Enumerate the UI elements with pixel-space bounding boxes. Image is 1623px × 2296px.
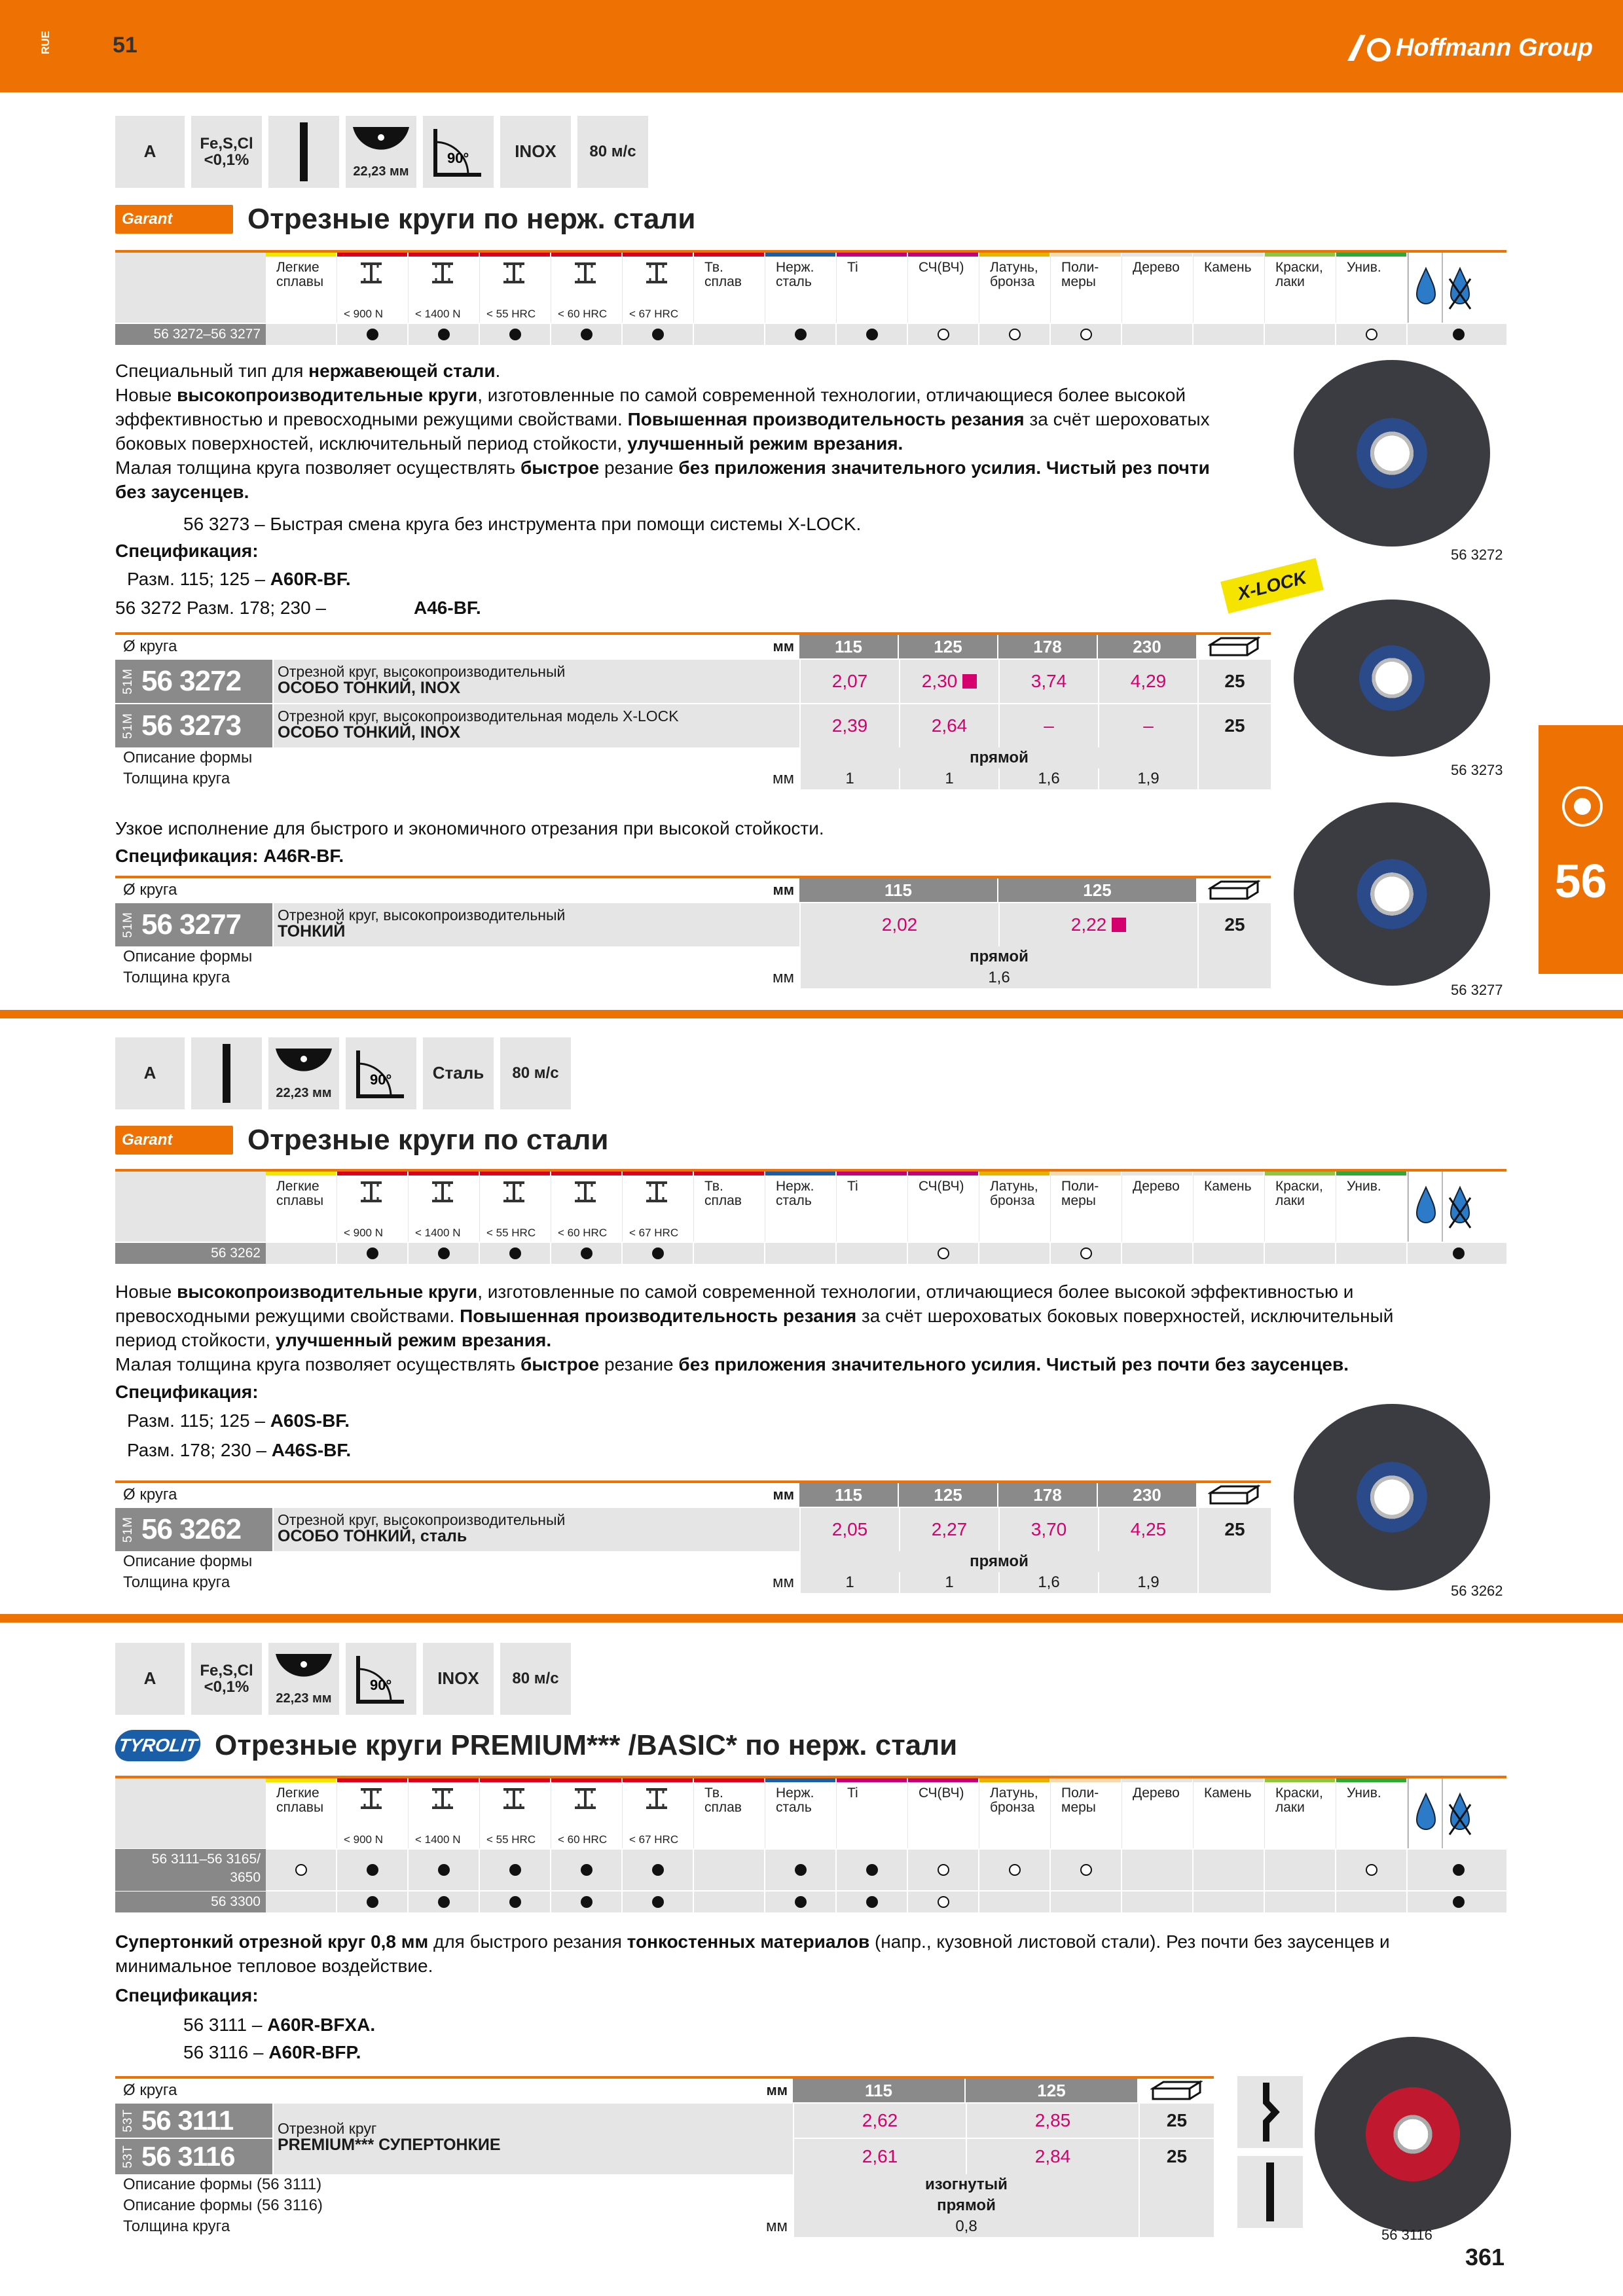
material-column: < 900 N (337, 253, 409, 323)
section-3-title: Отрезные круги PREMIUM*** /BASIC* по нерж. стали (215, 1729, 958, 1761)
material-column: < 55 HRC (480, 1778, 551, 1848)
straight-disc-icon (1237, 2156, 1303, 2228)
page-number: 361 (1465, 2244, 1505, 2270)
straight-disc-icon (297, 122, 310, 181)
i-beam-icon (644, 1181, 670, 1203)
suitable-dot (652, 1247, 664, 1259)
pictogram-a: A (115, 116, 185, 188)
dry-cut-icon (1447, 1185, 1473, 1230)
material-column: Краски, лаки (1265, 1172, 1336, 1242)
conditional-dot (1366, 1864, 1377, 1876)
suitable-dot (795, 1864, 807, 1876)
package-icon (1197, 1483, 1271, 1507)
catalog-page-left: 51 (113, 33, 137, 58)
spec-label-1: Спецификация: (115, 541, 259, 561)
material-column: Краски, лаки (1265, 1778, 1336, 1848)
diameter-label: Ø круга (123, 637, 177, 655)
hoffmann-logo (1346, 29, 1593, 66)
material-column: Унив. (1336, 1172, 1408, 1242)
i-beam-icon (358, 1787, 384, 1810)
material-column: < 60 HRC (551, 1172, 623, 1242)
material-column: < 1400 N (409, 1172, 480, 1242)
size-125: 125 (899, 635, 998, 658)
material-column: < 60 HRC (551, 1778, 623, 1848)
price: 3,74 (998, 660, 1098, 703)
conditional-dot (938, 1896, 949, 1908)
conditional-dot (938, 1247, 949, 1259)
i-beam-icon (429, 1787, 456, 1810)
suitable-dot (652, 329, 664, 340)
garant-logo: Garant (115, 1126, 233, 1155)
article-number: 56 3273 (141, 709, 242, 742)
suitable-dot (509, 1896, 521, 1908)
price-table-3: Ø круга мм 115 125 178 230 51M 56 3262 Отрезной круг, высокопроизводительный ОСОБО ТОНКИЙ, сталь 2,05 2,27 3,70 4,25 25 Описание формы прямой Толщина круга мм 1 1 1,6 1,9 (115, 1480, 1271, 1593)
i-beam-icon (358, 262, 384, 284)
article-number: 56 3272 (141, 665, 242, 697)
i-beam-icon (501, 262, 527, 284)
description-line: без заусенцев. (115, 482, 249, 502)
description-line: Малая толщина круга позволяет осуществлять быстрое резание без приложения значительного усилия. Чистый рез почти (115, 457, 1210, 478)
table-row[interactable]: 51M 56 3273 Отрезной круг, высокопроизводительная модель X-LOCK ОСОБО ТОНКИЙ, INOX 2,39 2,64 – – 25 (115, 703, 1271, 747)
material-column: Легкие сплавы (266, 253, 337, 323)
material-column: < 900 N (337, 1172, 409, 1242)
conditional-dot (1009, 329, 1021, 340)
image-caption: 56 3277 (1451, 982, 1503, 998)
suitable-dot (795, 329, 807, 340)
suitable-dot (581, 1864, 593, 1876)
material-column: Легкие сплавы (266, 1778, 337, 1848)
pictogram-material: INOX (500, 116, 571, 188)
pictogram-speed: 80 м/с (577, 116, 648, 188)
suitable-dot (367, 329, 378, 340)
material-column: Поли- меры (1051, 1172, 1122, 1242)
package-icon (1197, 635, 1271, 658)
material-column: < 60 HRC (551, 253, 623, 323)
price: 2,64 (899, 704, 998, 747)
size-230: 230 (1098, 635, 1197, 658)
material-column: Ti (837, 1778, 908, 1848)
wet-cut-icon (1413, 1185, 1439, 1230)
suitable-dot (367, 1247, 378, 1259)
suitable-dot (367, 1864, 378, 1876)
size-178: 178 (998, 635, 1098, 658)
conditional-dot (1366, 329, 1377, 340)
spec-3: Спецификация: A46R-BF. (115, 846, 344, 866)
i-beam-icon (572, 1787, 598, 1810)
material-column: Легкие сплавы (266, 1172, 337, 1242)
material-column: Поли- меры (1051, 253, 1122, 323)
section-divider (0, 1010, 1623, 1018)
material-column: Нерж. сталь (765, 1778, 837, 1848)
matrix-row: 56 3262 (115, 1242, 1506, 1264)
page-header (0, 0, 1623, 92)
product-image-563273 (1294, 600, 1490, 757)
suitable-dot (509, 1247, 521, 1259)
section-2-heading (115, 1119, 608, 1161)
image-caption: 56 3273 (1451, 762, 1503, 778)
material-column: Унив. (1336, 253, 1408, 323)
material-column: Тв. сплав (694, 253, 765, 323)
i-beam-icon (644, 262, 670, 284)
matrix-row: 56 3111–56 3165/ 3650 (115, 1848, 1506, 1890)
suitable-dot (438, 1864, 450, 1876)
product-image-563116 (1315, 2037, 1511, 2232)
section-2-title: Отрезные круги по стали (247, 1124, 609, 1156)
price: 4,29 (1098, 660, 1197, 703)
angle-icon (352, 1044, 410, 1103)
image-caption: 56 3272 (1451, 547, 1503, 563)
conditional-dot (938, 1864, 949, 1876)
bore-icon (352, 126, 410, 165)
material-column: < 67 HRC (623, 1778, 694, 1848)
article-number: 56 3277 (141, 908, 242, 941)
angle-icon (352, 1649, 410, 1708)
material-column: Дерево (1122, 253, 1194, 323)
svg-text:90°: 90° (370, 1677, 392, 1693)
conditional-dot (1080, 1864, 1092, 1876)
pictogram-fescl: Fe,S,Cl <0,1% (191, 116, 262, 188)
thickness-row: Толщина круга мм 1 1 1,6 1,9 (115, 768, 1271, 789)
wet-cut-icon (1413, 1791, 1439, 1837)
section-1-heading (115, 198, 695, 240)
image-caption: 56 3262 (1451, 1583, 1503, 1599)
material-column: Унив. (1336, 1778, 1408, 1848)
section-2-description (115, 1280, 1556, 1376)
hoffmann-logo-icon (1346, 31, 1392, 64)
pack-qty: 25 (1197, 660, 1271, 703)
brand-name: Hoffmann Group (1395, 33, 1593, 62)
i-beam-icon (572, 1181, 598, 1203)
pictogram-row-2: A 22,23 мм 90° Сталь 80 м/с (115, 1037, 571, 1109)
spec-1-line-2-value: A46-BF. (414, 598, 481, 618)
material-column: Нерж. сталь (765, 253, 837, 323)
suitable-dot (438, 329, 450, 340)
chapter-tab[interactable] (1539, 725, 1623, 974)
i-beam-icon (358, 1181, 384, 1203)
pack-qty: 25 (1197, 704, 1271, 747)
price: 2,07 (799, 660, 899, 703)
form-pictograms (1237, 2076, 1303, 2233)
suitable-dot (509, 1864, 521, 1876)
material-column: < 55 HRC (480, 253, 551, 323)
material-column: < 900 N (337, 1778, 409, 1848)
matrix-row: 56 3300 (115, 1890, 1506, 1912)
material-column: < 1400 N (409, 1778, 480, 1848)
price: 2,39 (799, 704, 899, 747)
description-line: Малая толщина круга позволяет осуществлять быстрое резание без приложения значительного усилия. Чистый рез почти без заусенцев. (115, 1354, 1349, 1374)
cutting-disc-icon (1562, 786, 1603, 827)
section-divider (0, 1614, 1623, 1623)
conditional-dot (295, 1864, 307, 1876)
price-table-1-header (115, 635, 1271, 658)
section-3-heading (115, 1725, 957, 1767)
image-caption: 56 3116 (1381, 2227, 1432, 2243)
spec-3-line-1: 56 3111 – A60R-BFXA. (183, 2015, 376, 2035)
bore-icon (274, 1047, 333, 1086)
suitable-dot (1453, 1247, 1465, 1259)
material-column: Краски, лаки (1265, 253, 1336, 323)
price: – (998, 704, 1098, 747)
table-row[interactable]: 51M 56 3277 Отрезной круг, высокопроизводительный ТОНКИЙ 2,02 2,22 25 (115, 902, 1271, 946)
spec-label-2: Спецификация: (115, 1382, 259, 1402)
conditional-dot (938, 329, 949, 340)
package-icon (1139, 2079, 1214, 2102)
pictogram-row-1 (115, 116, 648, 188)
table-row[interactable]: 53T 56 3116 (115, 2139, 272, 2174)
price: 2,30 (899, 660, 998, 703)
material-column: Латунь, бронза (979, 253, 1051, 323)
price: – (1098, 704, 1197, 747)
suitable-dot (438, 1896, 450, 1908)
spec-2-line-1: Разм. 115; 125 – A60S-BF. (127, 1410, 350, 1431)
tyrolit-logo: TYROLIT (113, 1730, 203, 1761)
table-row[interactable]: 51M 56 3272 Отрезной круг, высокопроизводительный ОСОБО ТОНКИЙ, INOX 2,07 2,30 3,74 4,29 25 (115, 658, 1271, 703)
material-column: СЧ(ВЧ) (908, 1172, 979, 1242)
xlock-badge: X-LOCK (1220, 558, 1324, 614)
suitable-dot (367, 1896, 378, 1908)
material-column: Латунь, бронза (979, 1172, 1051, 1242)
svg-text:90°: 90° (447, 150, 469, 166)
size-115: 115 (799, 635, 899, 658)
material-column: Ti (837, 1172, 908, 1242)
description-line: Специальный тип для нержавеющей стали. (115, 361, 501, 381)
material-column: Тв. сплав (694, 1778, 765, 1848)
conditional-dot (1080, 1247, 1092, 1259)
suitable-dot (866, 1896, 878, 1908)
dry-cut-icon (1447, 1791, 1473, 1837)
material-matrix-2 (115, 1169, 1506, 1264)
suitable-dot (581, 1247, 593, 1259)
suitable-dot (581, 1896, 593, 1908)
product-image-563272 (1294, 360, 1490, 547)
price-table-2: Ø круга мм 115 125 51M 56 3277 Отрезной круг, высокопроизводительный ТОНКИЙ 2,02 2,22 25 Описание формы прямой Толщина круга мм 1,6 (115, 876, 1271, 988)
section-1-description (115, 359, 1307, 504)
material-column: Камень (1194, 1778, 1265, 1848)
depressed-centre-icon (1237, 2076, 1303, 2148)
table-row[interactable]: 51M 56 3262 Отрезной круг, высокопроизводительный ОСОБО ТОНКИЙ, сталь 2,05 2,27 3,70 4,25 25 (115, 1507, 1271, 1551)
material-column: Камень (1194, 1172, 1265, 1242)
material-column: СЧ(ВЧ) (908, 1778, 979, 1848)
package-icon (1197, 878, 1271, 902)
description-line: превосходными режущими свойствами. Повышенная производительность резания за счёт шероховатых боковых поверхностей, исключительный (115, 1306, 1394, 1326)
i-beam-icon (429, 1181, 456, 1203)
material-matrix-1 (115, 250, 1506, 345)
suitable-dot (509, 329, 521, 340)
i-beam-icon (572, 262, 598, 284)
spec-1-line-1: Разм. 115; 125 – A60R-BF. (127, 569, 351, 589)
suitable-dot (652, 1864, 664, 1876)
description-line: эффективностью и превосходными режущими свойствами. Повышенная производительность резания за счёт шероховатых (115, 409, 1210, 429)
spec-label-3: Спецификация: (115, 1985, 259, 2005)
section-3-description: Супертонкий отрезной круг 0,8 мм для быстрого резания тонкостенных материалов (напр., кузовной листовой стали). Рез почти без заусенцев и минимальное тепловое воздействие. (115, 1931, 1390, 1976)
material-column: Латунь, бронза (979, 1778, 1051, 1848)
material-column: СЧ(ВЧ) (908, 253, 979, 323)
wet-cut-icon (1413, 266, 1439, 312)
material-column: Тв. сплав (694, 1172, 765, 1242)
suitable-dot (1453, 329, 1465, 340)
conditional-dot (1080, 329, 1092, 340)
suitable-dot (581, 329, 593, 340)
i-beam-icon (501, 1787, 527, 1810)
material-column: < 67 HRC (623, 1172, 694, 1242)
i-beam-icon (501, 1181, 527, 1203)
material-column: < 67 HRC (623, 253, 694, 323)
material-column: Дерево (1122, 1172, 1194, 1242)
section-1-title: Отрезные круги по нерж. стали (247, 203, 696, 235)
material-column: < 1400 N (409, 253, 480, 323)
product-image-563277 (1294, 802, 1490, 986)
conditional-dot (1009, 1864, 1021, 1876)
material-column: < 55 HRC (480, 1172, 551, 1242)
pictogram-straight-disc (268, 116, 339, 188)
angle-icon (429, 122, 488, 181)
material-column: Ti (837, 253, 908, 323)
material-column: Камень (1194, 253, 1265, 323)
spec-1-line-2: 56 3272 Разм. 178; 230 – (115, 598, 326, 618)
spec-2-line-2: Разм. 178; 230 – A46S-BF. (127, 1440, 352, 1460)
suitable-dot (866, 1864, 878, 1876)
suitable-dot (1453, 1864, 1465, 1876)
table-row[interactable]: 53T 56 3111 (115, 2104, 272, 2139)
form-row: Описание формы прямой (115, 747, 1271, 768)
suitable-dot (1453, 1896, 1465, 1908)
pictogram-bore: 22,23 мм (346, 116, 416, 188)
material-matrix-3 (115, 1776, 1506, 1912)
product-image-563262 (1294, 1404, 1490, 1590)
unit-label: мм (773, 638, 794, 655)
dry-cut-icon (1447, 266, 1473, 312)
svg-text:90°: 90° (370, 1071, 392, 1088)
suitable-dot (652, 1896, 664, 1908)
garant-logo: Garant (115, 205, 233, 234)
material-column: Нерж. сталь (765, 1172, 837, 1242)
narrow-description: Узкое исполнение для быстрого и экономичного отрезания при высокой стойкости. (115, 818, 824, 838)
xlock-note: 56 3273 – Быстрая смена круга без инструмента при помощи системы X-LOCK. (183, 514, 862, 534)
bore-icon (274, 1653, 333, 1692)
matrix-row: 56 3272–56 3277 (115, 323, 1506, 345)
article-number: 56 3262 (141, 1513, 242, 1545)
pictogram-angle (423, 116, 494, 188)
description-line: Новые высокопроизводительные круги, изготовленные по самой современной технологии, отличающиеся более высокой эффективностью и (115, 1282, 1354, 1302)
pictogram-row-3: A Fe,S,Cl <0,1% 22,23 мм 90° INOX 80 м/с (115, 1643, 571, 1715)
article-number: 56 3116 (141, 2141, 235, 2172)
description-line: боковых поверхностей, исключительный период стойкости, улучшенный режим врезания. (115, 433, 903, 454)
suitable-dot (438, 1247, 450, 1259)
i-beam-icon (644, 1787, 670, 1810)
description-line: период стойкости, улучшенный режим врезания. (115, 1330, 552, 1350)
straight-disc-icon (220, 1044, 233, 1103)
suitable-dot (866, 329, 878, 340)
suitable-dot (795, 1896, 807, 1908)
chapter-number: 56 (1554, 855, 1607, 908)
price-table-1 (115, 632, 1271, 789)
spec-3-line-2: 56 3116 – A60R-BFP. (183, 2042, 361, 2062)
new-marker (962, 674, 977, 689)
price-table-4: Ø круга мм 115 125 53T 56 3111 53T 56 3116 Отрезной круг PREMIUM*** СУПЕРТОНКИЕ 2,62 2,85 25 2,61 2,84 25 Описание формы (56 3111) изогнутый Описание формы (56 3116) прямой Толщина круга мм 0,8 (115, 2076, 1214, 2237)
article-number: 56 3111 (141, 2105, 234, 2136)
language-code: RUE (39, 31, 52, 54)
material-column: Поли- меры (1051, 1778, 1122, 1848)
material-column: Дерево (1122, 1778, 1194, 1848)
description-line: Новые высокопроизводительные круги, изготовленные по самой современной технологии, отличающиеся более высокой (115, 385, 1186, 405)
i-beam-icon (429, 262, 456, 284)
